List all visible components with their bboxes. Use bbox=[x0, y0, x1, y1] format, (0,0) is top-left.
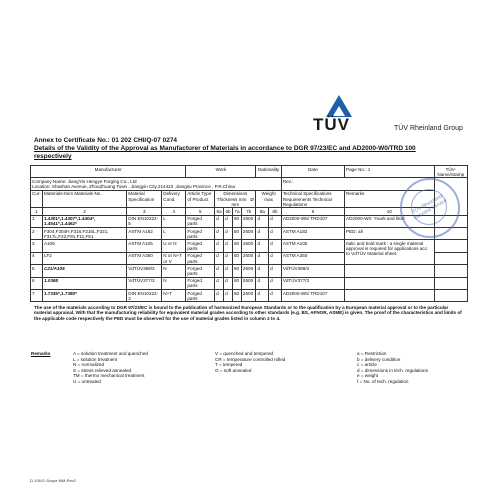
hdr-page-no: Page No.: 1 bbox=[345, 166, 435, 178]
hdr-nationality: Nationality bbox=[256, 166, 281, 178]
hdr-company: Company Name: JiangYin Hengye Forging Co., Ltd Location: Shashan Avenue, ZhouZhuang Town , Jiangyin City,214423 ,Jiangsu Province , P.R.China bbox=[31, 178, 282, 190]
tuv-group-name: TÜV Rheinland Group bbox=[394, 125, 463, 132]
hdr-col-spec: Material Specification bbox=[127, 190, 162, 208]
header-row-1 bbox=[31, 166, 468, 178]
hdr-col-dimensions: Dimensions Thickness mm Ø mm bbox=[215, 190, 256, 208]
table-row: 4 LF2 ASTM A350 N or N+T or V Forged parts d d 50 2600 d d ASTM A350 bbox=[31, 252, 468, 264]
hdr-col-article: Article Type of Product bbox=[186, 190, 215, 208]
hdr-rev: Rev.: bbox=[281, 178, 434, 190]
details-title: Details of the Validity of the Approval as Manufacturer of Materials in accordance to DGR 97/23/EC and AD2000-W0/TRD 100 respectively bbox=[34, 145, 416, 160]
remarks-col-3: a = Restriction b = delivery condition c = article d = dimensions in tech. regulations e = weight f = No. of tech. regulation bbox=[357, 351, 428, 384]
table-row: 3 A105 ASTM A105 U or N Forged parts d d 50 2600 d d ASTM A105 Italic and bold mark : a single material approval is required for applications acc. to VdTÜV Material sheet. bbox=[31, 240, 468, 252]
approval-table bbox=[30, 165, 468, 302]
table-row: 5 C21/A105 VdTÜV399/3 N Forged parts d d 50 2600 d d VdTÜV399/3 bbox=[31, 265, 468, 277]
hdr-work: Work bbox=[186, 166, 256, 178]
hdr-col-remarks: Remarks bbox=[345, 190, 435, 208]
annex-title: Annex to Certificate No.: 01 202 CHI/Q-07 0274 bbox=[34, 137, 178, 144]
hdr-col-delivery: Delivery Cond. bbox=[162, 190, 186, 208]
tuv-stamp-text: TÜV Rheinland Industrie Service bbox=[411, 193, 449, 222]
hdr-date: Date bbox=[281, 166, 344, 178]
remarks-legend bbox=[30, 350, 470, 386]
tuv-logo-text: TÜV bbox=[313, 115, 350, 134]
footer-code: D-109-E-Scope MM-Rev2 bbox=[30, 478, 77, 483]
header-row-2 bbox=[31, 178, 468, 190]
hdr-manufacturer: Manufacturer bbox=[31, 166, 186, 178]
use-conditions-text: The use of the materials according to DGR 97/23/EC is bound to the publication of harmonized European Standards or to the qualification by a European material approval or to the particular material appraisal. With that the manufacturing reliability for equivalent material grades according to other standards (e.g. BS, AFNOR, ASME) is given. The proof of the characteristics and limits of the applicable code respectively the PED must be observed for the use of material grades listed in column 2 to 4. bbox=[34, 305, 462, 321]
remarks-label: Remarks bbox=[31, 351, 51, 356]
hdr-col-materials: Materials-Item Materials-No. bbox=[42, 190, 126, 208]
table-row: 7 1.7335*,1.7380* DIN EN10222-2 N+T Forged parts d d 50 2600 d d AD2000-W5/ TRD107 bbox=[31, 290, 468, 302]
header-row-4: 1 2 3 4 5 6a 6b 7a 7b 8a 8b 9 10 bbox=[31, 208, 468, 215]
table-row: 2 F304,F304H,F316,F316L,F321, F317L,F22,F91,F11,F51 ASTM A182 L Forged parts d d 50 2600 d d ASTM A182 PED: all bbox=[31, 228, 468, 240]
hdr-col-tech: Technical Specifications Requirements Technical Regulations bbox=[281, 190, 344, 208]
table-row: 6 1.0368 VdTÜV377/3 N Forged parts d d 50 2600 d d VdTÜV377/3 bbox=[31, 277, 468, 289]
remarks-col-1: A = solution treatment and quenched L = solution treatment N = normalized S = stress relieved annealed TM = thermo mechanical treatment U = untreated bbox=[73, 351, 148, 384]
remarks-col-2: V = quenched and tempered CR = temperature controlled rolled T = tempered G = soft annealed bbox=[215, 351, 286, 373]
hdr-col-cur: Cur- bbox=[31, 190, 43, 208]
hdr-col-weight: Weight max bbox=[256, 190, 281, 208]
hdr-tuv-stamp: TÜV-Name/Stamp bbox=[434, 166, 467, 178]
table-row: 1 1.4301*,1.4307*,1.4404*, 1.4541*,1.4462* DIN EN10222-5 L Forged parts d d 50 2600 d d AD2000-W5/ TRD107 AD2000-W0: *mark and blod bbox=[31, 215, 468, 227]
